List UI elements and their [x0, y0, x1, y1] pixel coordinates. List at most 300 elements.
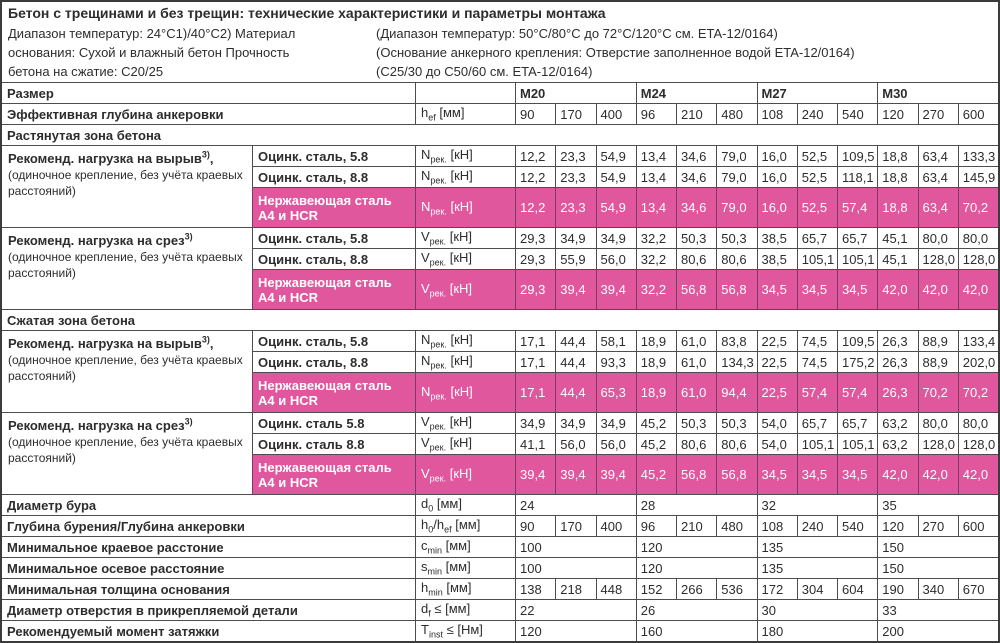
group-label	[2, 228, 252, 309]
value-cells	[515, 167, 998, 187]
value-cell: 12,2	[515, 146, 555, 166]
value-cell: 80,6	[676, 249, 716, 269]
unit-cell: $N_{рек.}$ [кН]	[415, 188, 515, 227]
value-cell: 270	[918, 104, 958, 124]
value-cell: 30	[757, 600, 878, 620]
value-cell: 29,3	[515, 249, 555, 269]
value-cell: 80,6	[676, 434, 716, 454]
value-cells	[515, 413, 998, 433]
value-cell: 38,5	[757, 228, 797, 248]
value-cell: 202,0	[958, 352, 998, 372]
value-cell: 172	[757, 579, 797, 599]
value-cell: 50,3	[716, 228, 756, 248]
value-cell: 160	[636, 621, 757, 641]
value-cell: 26,3	[877, 331, 917, 351]
value-cell: 340	[918, 579, 958, 599]
value-cell: 600	[958, 104, 998, 124]
load-row	[252, 146, 998, 166]
size-header-cell: M30	[877, 83, 998, 103]
empty-unit-cell	[415, 83, 515, 103]
row-effective-depth	[2, 103, 998, 124]
group-label-note: (одиночное крепление, без учёта краевых расстояний)	[8, 353, 243, 384]
group-label-bold: Рекоменд. нагрузка на вырыв$^{3)}$,	[8, 150, 214, 167]
value-cell: 135	[757, 537, 878, 557]
value-cell: 150	[877, 537, 998, 557]
value-cells	[515, 270, 998, 309]
value-cells	[515, 600, 998, 620]
value-cell: 17,1	[515, 331, 555, 351]
value-cell: 100	[515, 537, 636, 557]
value-cells	[515, 558, 998, 578]
value-cell: 80,6	[716, 249, 756, 269]
value-cell: 200	[877, 621, 998, 641]
value-cell: 26	[636, 600, 757, 620]
value-cell: 604	[837, 579, 877, 599]
row-recommended-torque	[2, 620, 998, 641]
value-cell: 128,0	[918, 434, 958, 454]
group-compression-pullout	[2, 330, 998, 412]
value-cell: 54,9	[596, 188, 636, 227]
value-cell: 39,4	[515, 455, 555, 494]
size-row-label: Размер	[7, 85, 54, 101]
value-cell: 39,4	[596, 455, 636, 494]
value-cell: 38,5	[757, 249, 797, 269]
load-row-stainless	[252, 187, 998, 227]
value-cell: 57,4	[837, 188, 877, 227]
steel-type-cell: Оцинк. сталь, 5.8	[252, 331, 415, 351]
value-cell: 56,8	[716, 270, 756, 309]
value-cell: 56,0	[596, 249, 636, 269]
value-cell: 96	[636, 104, 676, 124]
value-cells	[515, 434, 998, 454]
value-cell: 108	[757, 104, 797, 124]
value-cell: 58,1	[596, 331, 636, 351]
value-cell: 12,2	[515, 167, 555, 187]
group-tension-shear	[2, 227, 998, 309]
value-cell: 32,2	[636, 228, 676, 248]
value-cell: 128,0	[958, 249, 998, 269]
group-label-note: (одиночное крепление, без учёта краевых расстояний)	[8, 168, 243, 199]
unit-cell: $s_{min}$ [мм]	[415, 558, 515, 578]
value-cells	[515, 455, 998, 494]
value-cell: 52,5	[797, 188, 837, 227]
row-label: Минимальное осевое расстояние	[7, 560, 225, 576]
value-cell: 210	[676, 516, 716, 536]
group-label-note: (одиночное крепление, без учёта краевых расстояний)	[8, 250, 243, 281]
value-cell: 133,3	[958, 146, 998, 166]
value-cell: 70,2	[958, 373, 998, 412]
value-cell: 400	[596, 516, 636, 536]
steel-type-cell: Оцинк. сталь, 5.8	[252, 228, 415, 248]
unit-cell: $V_{рек.}$ [кН]	[415, 228, 515, 248]
value-cell: 55,9	[555, 249, 595, 269]
value-cell: 400	[596, 104, 636, 124]
section-title: Сжатая зона бетона	[7, 312, 136, 328]
info-line: бетона на сжатие: C20/25	[8, 64, 164, 79]
section-tension-zone	[2, 124, 998, 145]
load-row	[252, 433, 998, 454]
value-cell: 79,0	[716, 167, 756, 187]
value-cell: 79,0	[716, 188, 756, 227]
steel-type-cell: Оцинк. сталь, 8.8	[252, 352, 415, 372]
value-cell: 135	[757, 558, 878, 578]
group-label	[2, 146, 252, 227]
value-cell: 34,5	[837, 455, 877, 494]
value-cell: 540	[837, 516, 877, 536]
value-cell: 42,0	[918, 270, 958, 309]
steel-type-cell: Нержавеющая сталь A4 и HCR	[252, 373, 415, 412]
group-rows	[252, 331, 998, 412]
value-cell: 42,0	[958, 270, 998, 309]
value-cell: 18,8	[877, 188, 917, 227]
value-cell: 32,2	[636, 270, 676, 309]
value-cell: 190	[877, 579, 917, 599]
row-min-base-thickness	[2, 578, 998, 599]
value-cell: 448	[596, 579, 636, 599]
info-line: основания: Сухой и влажный бетон Прочность	[8, 45, 290, 60]
value-cell: 109,5	[837, 331, 877, 351]
value-cell: 108	[757, 516, 797, 536]
steel-type-cell: Нержавеющая сталь A4 и HCR	[252, 188, 415, 227]
value-cell: 63,4	[918, 167, 958, 187]
value-cell: 45,2	[636, 434, 676, 454]
value-cell: 120	[636, 558, 757, 578]
value-cell: 18,9	[636, 331, 676, 351]
steel-type-cell: Оцинк. сталь 8.8	[252, 434, 415, 454]
value-cell: 74,5	[797, 331, 837, 351]
value-cell: 39,4	[555, 455, 595, 494]
load-row-stainless	[252, 269, 998, 309]
unit-cell: $V_{рек.}$ [кН]	[415, 249, 515, 269]
group-label	[2, 413, 252, 494]
group-rows	[252, 146, 998, 227]
value-cell: 24	[515, 495, 636, 515]
unit-cell: $V_{рек.}$ [кН]	[415, 413, 515, 433]
value-cell: 22,5	[757, 331, 797, 351]
value-cell: 80,0	[958, 228, 998, 248]
size-header-cell: M24	[636, 83, 757, 103]
value-cell: 22,5	[757, 352, 797, 372]
value-cell: 34,6	[676, 188, 716, 227]
load-row-stainless	[252, 454, 998, 494]
value-cell: 133,4	[958, 331, 998, 351]
row-label: Диаметр бура	[7, 497, 97, 513]
value-cell: 42,0	[918, 455, 958, 494]
value-cell: 56,8	[676, 455, 716, 494]
row-label: Минимальная толщина основания	[7, 581, 230, 597]
value-cell: 34,5	[757, 270, 797, 309]
unit-cell: $c_{min}$ [мм]	[415, 537, 515, 557]
unit-cell: $h_0/h_{ef}$ [мм]	[415, 516, 515, 536]
value-cell: 34,6	[676, 146, 716, 166]
value-cell: 23,3	[555, 167, 595, 187]
size-header-row	[2, 82, 998, 103]
value-cell: 45,2	[636, 455, 676, 494]
value-cell: 54,0	[757, 434, 797, 454]
value-cells	[515, 352, 998, 372]
value-cell: 63,4	[918, 146, 958, 166]
row-min-edge-distance	[2, 536, 998, 557]
value-cell: 480	[716, 516, 756, 536]
value-cell: 170	[555, 516, 595, 536]
value-cell: 88,9	[918, 331, 958, 351]
value-cell: 45,2	[636, 413, 676, 433]
value-cell: 79,0	[716, 146, 756, 166]
value-cell: 34,5	[757, 455, 797, 494]
value-cell: 41,1	[515, 434, 555, 454]
group-tension-pullout	[2, 145, 998, 227]
value-cell: 120	[877, 516, 917, 536]
row-label: Эффективная глубина анкеровки	[7, 106, 224, 122]
section-compression-zone	[2, 309, 998, 330]
steel-type-cell: Нержавеющая сталь A4 и HCR	[252, 455, 415, 494]
load-row	[252, 331, 998, 351]
value-cell: 50,3	[676, 413, 716, 433]
unit-cell: $h_{min}$ [мм]	[415, 579, 515, 599]
unit-cell: $N_{рек.}$ [кН]	[415, 167, 515, 187]
info-block	[2, 24, 998, 82]
value-cell: 61,0	[676, 331, 716, 351]
value-cell: 80,0	[918, 228, 958, 248]
value-cell: 70,2	[958, 188, 998, 227]
value-cell: 70,2	[918, 373, 958, 412]
steel-type-cell: Нержавеющая сталь A4 и HCR	[252, 270, 415, 309]
info-line: (Основание анкерного крепления: Отверстие заполненное водой ETA-12/0164)	[376, 45, 855, 60]
value-cell: 34,9	[555, 413, 595, 433]
value-cell: 63,4	[918, 188, 958, 227]
value-cell: 170	[555, 104, 595, 124]
value-cell: 118,1	[837, 167, 877, 187]
value-cell: 35	[877, 495, 998, 515]
value-cell: 270	[918, 516, 958, 536]
group-label	[2, 331, 252, 412]
value-cell: 23,3	[555, 188, 595, 227]
value-cell: 16,0	[757, 167, 797, 187]
info-left	[8, 24, 376, 82]
value-cell: 266	[676, 579, 716, 599]
value-cell: 56,8	[716, 455, 756, 494]
load-row	[252, 351, 998, 372]
value-cell: 13,4	[636, 188, 676, 227]
value-cells	[515, 146, 998, 166]
value-cell: 175,2	[837, 352, 877, 372]
value-cell: 34,9	[596, 413, 636, 433]
value-cell: 34,6	[676, 167, 716, 187]
value-cells	[515, 621, 998, 641]
value-cell: 105,1	[837, 249, 877, 269]
load-row	[252, 248, 998, 269]
group-label-bold: Рекоменд. нагрузка на срез$^{3)}$	[8, 417, 193, 434]
unit-cell: $N_{рек.}$ [кН]	[415, 331, 515, 351]
value-cell: 180	[757, 621, 878, 641]
row-label: Диаметр отверстия в прикрепляемой детали	[7, 602, 298, 618]
value-cell: 50,3	[676, 228, 716, 248]
value-cell: 88,9	[918, 352, 958, 372]
value-cell: 94,4	[716, 373, 756, 412]
value-cell: 45,1	[877, 249, 917, 269]
unit-cell: $T_{inst} \le [Нм]$	[415, 621, 515, 641]
value-cell: 18,8	[877, 167, 917, 187]
load-row	[252, 413, 998, 433]
value-cell: 42,0	[958, 455, 998, 494]
value-cell: 54,9	[596, 167, 636, 187]
value-cells	[515, 537, 998, 557]
value-cell: 105,1	[797, 249, 837, 269]
value-cell: 42,0	[877, 270, 917, 309]
value-cell: 42,0	[877, 455, 917, 494]
value-cell: 32,2	[636, 249, 676, 269]
value-cell: 17,1	[515, 373, 555, 412]
value-cell: 105,1	[837, 434, 877, 454]
value-cell: 18,9	[636, 373, 676, 412]
value-cell: 150	[877, 558, 998, 578]
value-cell: 63,2	[877, 434, 917, 454]
steel-type-cell: Оцинк. сталь, 8.8	[252, 167, 415, 187]
value-cell: 120	[636, 537, 757, 557]
value-cells	[515, 331, 998, 351]
value-cell: 120	[877, 104, 917, 124]
size-header-cells	[515, 83, 998, 103]
unit-cell: $d_f \le [мм]$	[415, 600, 515, 620]
value-cell: 65,7	[837, 413, 877, 433]
value-cell: 304	[797, 579, 837, 599]
value-cell: 100	[515, 558, 636, 578]
value-cell: 32	[757, 495, 878, 515]
value-cell: 120	[515, 621, 636, 641]
row-label: Глубина бурения/Глубина анкеровки	[7, 518, 245, 534]
group-label-note: (одиночное крепление, без учёта краевых расстояний)	[8, 435, 243, 466]
value-cells	[515, 579, 998, 599]
value-cell: 65,7	[837, 228, 877, 248]
value-cell: 56,0	[596, 434, 636, 454]
value-cell: 18,8	[877, 146, 917, 166]
unit-cell: $V_{рек.}$ [кН]	[415, 270, 515, 309]
value-cell: 138	[515, 579, 555, 599]
value-cell: 134,3	[716, 352, 756, 372]
group-rows	[252, 228, 998, 309]
value-cell: 600	[958, 516, 998, 536]
info-line: Диапазон температур: 24°C1)/40°C2) Материал	[8, 26, 296, 41]
group-label-bold: Рекоменд. нагрузка на вырыв$^{3)}$,	[8, 335, 214, 352]
value-cell: 34,5	[837, 270, 877, 309]
value-cell: 56,8	[676, 270, 716, 309]
value-cell: 44,4	[555, 331, 595, 351]
value-cell: 536	[716, 579, 756, 599]
value-cell: 152	[636, 579, 676, 599]
value-cells	[515, 228, 998, 248]
value-cell: 26,3	[877, 373, 917, 412]
section-title: Растянутая зона бетона	[7, 127, 162, 143]
load-row	[252, 228, 998, 248]
value-cell: 34,9	[596, 228, 636, 248]
value-cell: 57,4	[837, 373, 877, 412]
steel-type-cell: Оцинк. сталь 5.8	[252, 413, 415, 433]
value-cell: 33	[877, 600, 998, 620]
value-cell: 29,3	[515, 270, 555, 309]
value-cell: 22,5	[757, 373, 797, 412]
value-cell: 39,4	[555, 270, 595, 309]
value-cell: 17,1	[515, 352, 555, 372]
value-cell: 34,5	[797, 455, 837, 494]
value-cell: 128,0	[958, 434, 998, 454]
size-header-cell: M27	[757, 83, 878, 103]
value-cell: 65,3	[596, 373, 636, 412]
value-cell: 670	[958, 579, 998, 599]
value-cells	[515, 188, 998, 227]
value-cell: 93,3	[596, 352, 636, 372]
value-cell: 34,9	[515, 413, 555, 433]
value-cell: 18,9	[636, 352, 676, 372]
value-cell: 56,0	[555, 434, 595, 454]
value-cell: 145,9	[958, 167, 998, 187]
value-cell: 26,3	[877, 352, 917, 372]
unit-cell: $V_{рек.}$ [кН]	[415, 434, 515, 454]
unit-cell: $h_{ef}$ [мм]	[415, 104, 515, 124]
unit-cell: $N_{рек.}$ [кН]	[415, 146, 515, 166]
row-fixture-hole-diameter	[2, 599, 998, 620]
unit-cell: $d_0$ [мм]	[415, 495, 515, 515]
value-cells	[515, 249, 998, 269]
steel-type-cell: Оцинк. сталь, 5.8	[252, 146, 415, 166]
value-cell: 83,8	[716, 331, 756, 351]
value-cells	[515, 495, 998, 515]
value-cell: 44,4	[555, 373, 595, 412]
unit-cell: $N_{рек.}$ [кН]	[415, 373, 515, 412]
value-cell: 80,0	[958, 413, 998, 433]
value-cell: 480	[716, 104, 756, 124]
value-cell: 90	[515, 104, 555, 124]
value-cell: 34,9	[555, 228, 595, 248]
value-cell: 23,3	[555, 146, 595, 166]
row-drill-diameter	[2, 494, 998, 515]
value-cell: 57,4	[797, 373, 837, 412]
value-cell: 109,5	[837, 146, 877, 166]
value-cell: 240	[797, 516, 837, 536]
value-cell: 61,0	[676, 373, 716, 412]
group-label-bold: Рекоменд. нагрузка на срез$^{3)}$	[8, 232, 193, 249]
group-rows	[252, 413, 998, 494]
value-cell: 34,5	[797, 270, 837, 309]
value-cell: 54,9	[596, 146, 636, 166]
table-title: Бетон с трещинами и без трещин: технические характеристики и параметры монтажа	[8, 5, 606, 21]
row-min-axial-distance	[2, 557, 998, 578]
value-cell: 16,0	[757, 188, 797, 227]
value-cell: 16,0	[757, 146, 797, 166]
value-cell: 28	[636, 495, 757, 515]
group-compression-shear	[2, 412, 998, 494]
value-cells	[515, 516, 998, 536]
steel-type-cell: Оцинк. сталь, 8.8	[252, 249, 415, 269]
value-cell: 52,5	[797, 146, 837, 166]
value-cell: 54,0	[757, 413, 797, 433]
value-cells	[515, 373, 998, 412]
load-row	[252, 166, 998, 187]
value-cell: 540	[837, 104, 877, 124]
size-header-cell: M20	[515, 83, 636, 103]
value-cell: 50,3	[716, 413, 756, 433]
value-cell: 13,4	[636, 167, 676, 187]
row-label: Рекомендуемый момент затяжки	[7, 623, 220, 639]
value-cell: 12,2	[515, 188, 555, 227]
value-cell: 65,7	[797, 228, 837, 248]
value-cell: 29,3	[515, 228, 555, 248]
load-row-stainless	[252, 372, 998, 412]
value-cell: 13,4	[636, 146, 676, 166]
value-cell: 61,0	[676, 352, 716, 372]
value-cells	[515, 104, 998, 124]
info-line: (Диапазон температур: 50°C/80°C до 72°C/120°C см. ETA-12/0164)	[376, 26, 778, 41]
value-cell: 74,5	[797, 352, 837, 372]
